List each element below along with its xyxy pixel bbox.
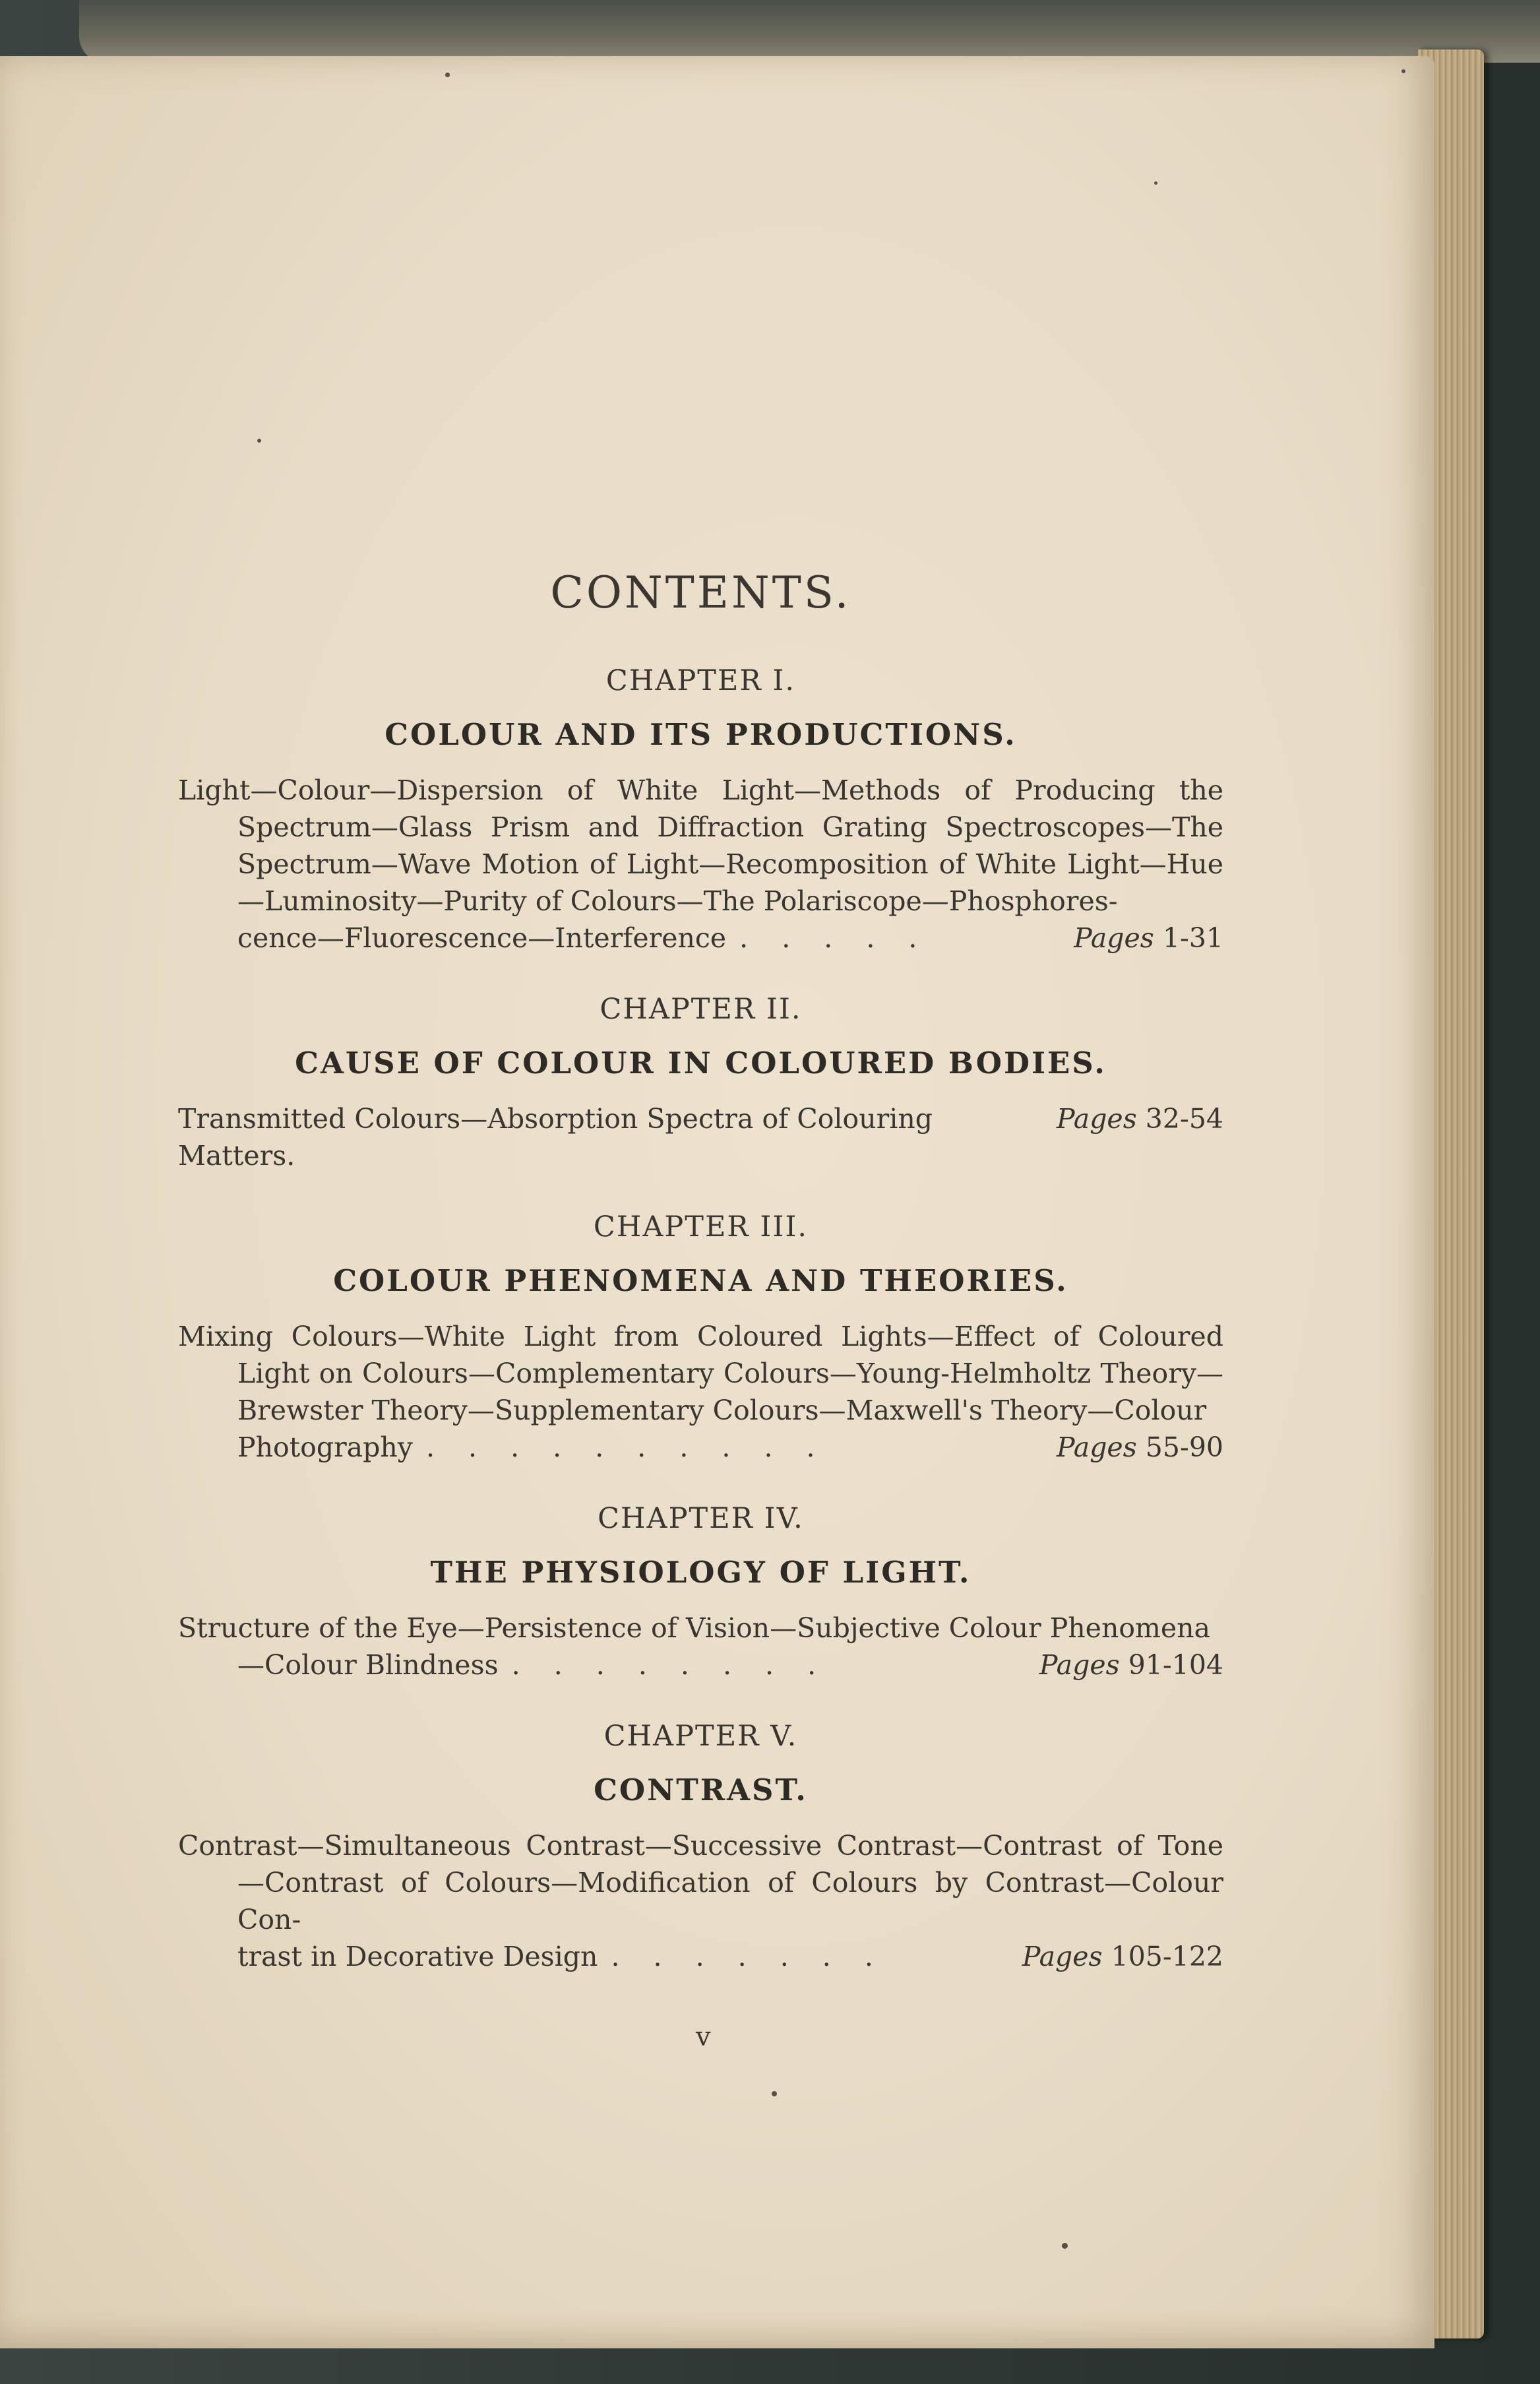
chapter-number: CHAPTER III.	[593, 1210, 809, 1243]
chapter-number: CHAPTER IV.	[598, 1502, 804, 1535]
speck	[1154, 181, 1157, 185]
chapter-heading: COLOUR PHENOMENA AND THEORIES.	[333, 1263, 1068, 1298]
pages-value: 32-54	[1145, 1103, 1223, 1135]
speck	[257, 439, 261, 443]
speck	[445, 73, 450, 77]
pages-value: 1-31	[1162, 922, 1223, 954]
summary-last-line	[237, 1938, 1223, 1975]
summary-text: Light—Colour—Dispersion of White Light—Methods of Producing the Spectrum—Glass Prism and Diffraction Grating Spectroscopes—The Spectrum—Wave Motion of Light—Recomposition of White Light—Hue—Luminosity—Purity of Colours—The Polariscope—Phosphores-	[178, 774, 1223, 917]
page-title: CONTENTS.	[550, 567, 851, 618]
leader-dots: . . . . . . . . . .	[425, 1431, 815, 1463]
leader-dots: . . . . . . .	[611, 1941, 873, 1972]
summary-last-text: cence—Fluorescence—Interference	[237, 922, 727, 954]
summary-last-line	[237, 920, 1223, 957]
pages-label: Pages	[1057, 1103, 1137, 1135]
chapter-summary	[178, 1827, 1223, 1975]
summary-text: Mixing Colours—White Light from Coloured Lights—Effect of Coloured Light on Colours—Complementary Colours—Young-Helmholtz Theory—Brewster Theory—Supplementary Colours—Maxwell's Theory—Colour	[178, 1321, 1223, 1426]
speck	[1062, 2243, 1068, 2249]
summary-last-text: Photography	[237, 1431, 413, 1463]
pages-value: 91-104	[1128, 1649, 1223, 1681]
speck	[1401, 69, 1405, 73]
chapter-summary	[178, 1318, 1223, 1466]
chapter-number: CHAPTER I.	[605, 664, 796, 697]
page-range	[1057, 1429, 1223, 1466]
summary-last-line	[237, 1429, 1223, 1466]
pages-value: 105-122	[1111, 1941, 1223, 1972]
cover-top-edge	[79, 0, 1540, 63]
pages-value: 55-90	[1145, 1431, 1223, 1463]
summary-last-text: trast in Decorative Design	[237, 1941, 598, 1972]
chapter-number: CHAPTER V.	[603, 1720, 798, 1753]
pages-label: Pages	[1039, 1649, 1120, 1681]
chapter-heading: CONTRAST.	[594, 1772, 808, 1807]
pages-label: Pages	[1022, 1941, 1103, 1972]
page-range	[1022, 1938, 1223, 1975]
speck	[772, 2091, 777, 2096]
summary-text: Structure of the Eye—Persistence of Vision—Subjective Colour Phenomena	[178, 1612, 1211, 1644]
contents-section	[178, 567, 1223, 2011]
summary-text: Contrast—Simultaneous Contrast—Successive Contrast—Contrast of Tone—Contrast of Colours—Modification of Colours by Contrast—Colour Con-	[178, 1830, 1223, 1935]
page-range	[1074, 920, 1223, 957]
chapter-summary	[178, 772, 1223, 957]
pages-label: Pages	[1074, 922, 1154, 954]
chapter-summary	[178, 1610, 1223, 1683]
leader-dots: . . . . . . . .	[511, 1649, 816, 1681]
chapter-heading: CAUSE OF COLOUR IN COLOURED BODIES.	[295, 1046, 1107, 1081]
pages-label: Pages	[1057, 1431, 1137, 1463]
page-range	[1039, 1647, 1223, 1683]
leader-dots: . . . . .	[739, 922, 917, 954]
summary-text: Transmitted Colours—Absorption Spectra of Colouring Matters.	[178, 1103, 933, 1172]
page-range	[1057, 1100, 1223, 1137]
summary-last-text: —Colour Blindness	[237, 1649, 499, 1681]
chapter-heading: THE PHYSIOLOGY OF LIGHT.	[430, 1555, 971, 1590]
chapter-number: CHAPTER II.	[600, 993, 802, 1026]
chapter-summary	[178, 1100, 1223, 1174]
summary-last-line	[237, 1647, 1223, 1683]
chapter-heading: COLOUR AND ITS PRODUCTIONS.	[385, 717, 1017, 752]
page-folio: v	[696, 2022, 711, 2052]
